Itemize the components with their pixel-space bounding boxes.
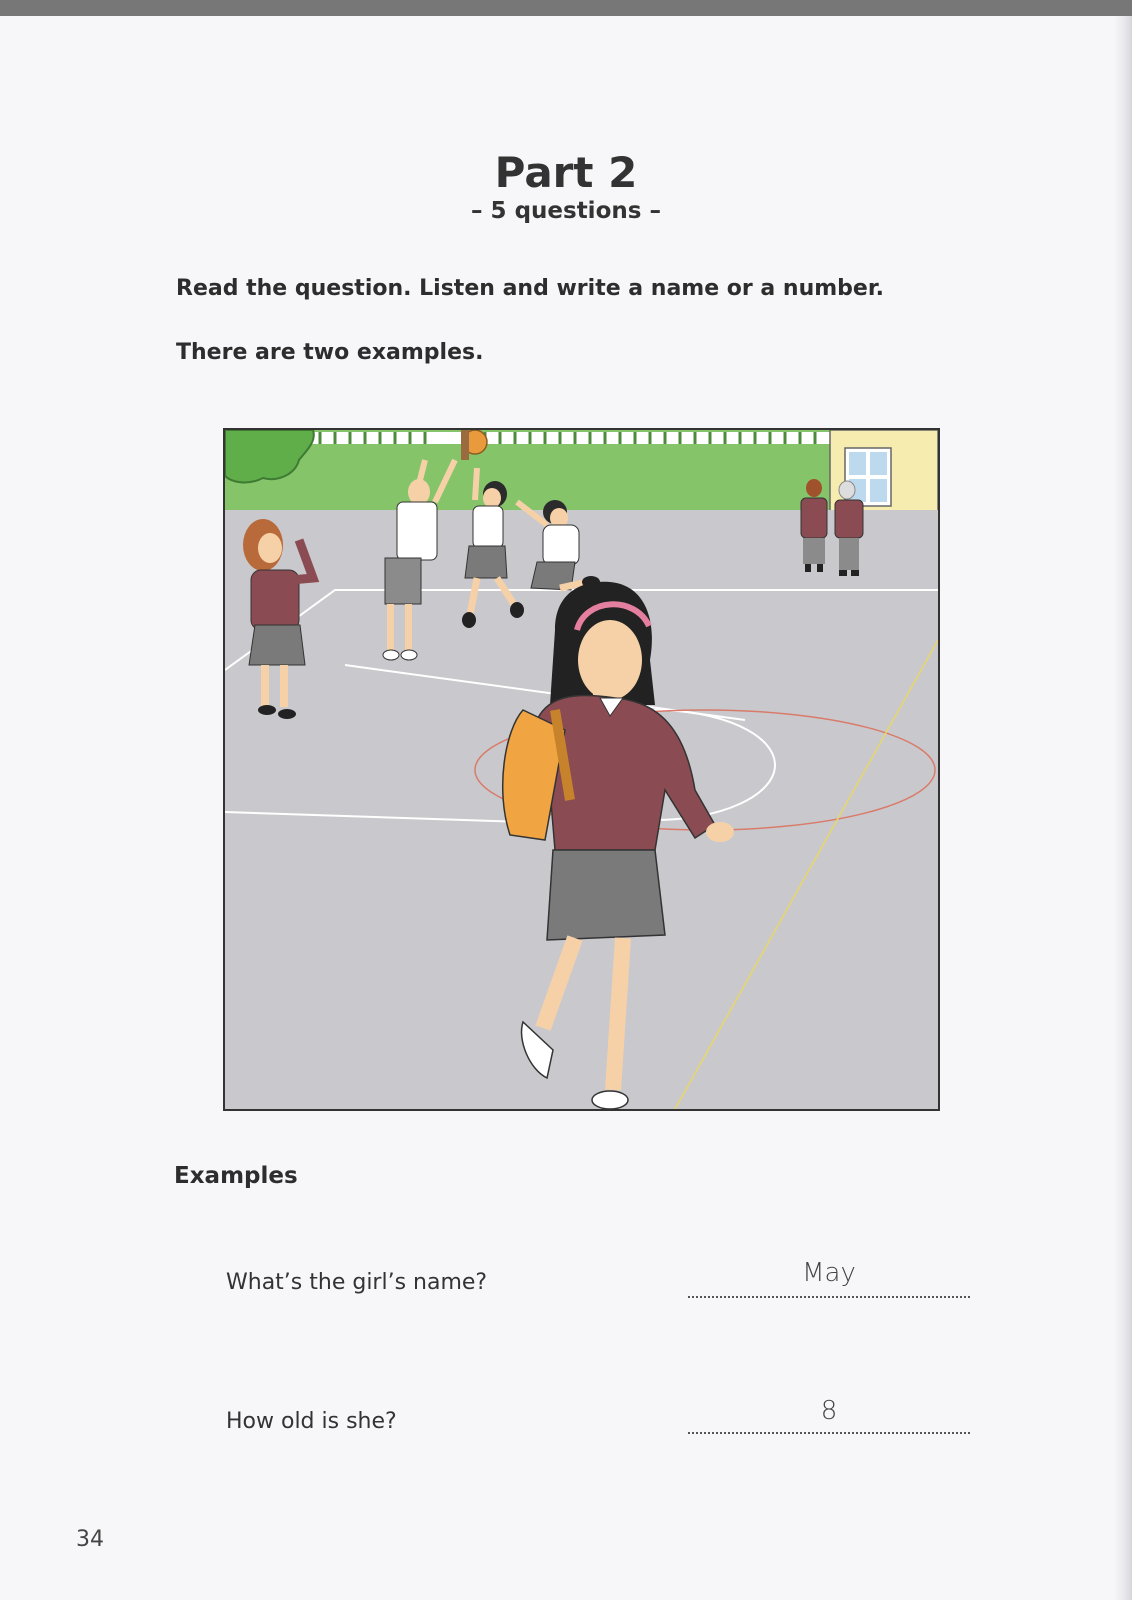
example-answer-1: May (802, 1258, 856, 1288)
answer-dotted-line-1[interactable] (688, 1296, 970, 1298)
net-post (461, 430, 469, 460)
examples-heading: Examples (174, 1163, 298, 1189)
scan-top-strip (0, 0, 1132, 16)
schoolyard-illustration (223, 428, 940, 1111)
main-girl-skirt (547, 850, 665, 940)
page-number: 34 (76, 1527, 104, 1552)
page-edge-shadow (1114, 16, 1132, 1600)
schoolyard-scene-icon (225, 430, 938, 1109)
example-question-1: What’s the girl’s name? (226, 1270, 488, 1295)
examples-note: There are two examples. (176, 340, 484, 365)
example-answer-2: 8 (820, 1396, 838, 1426)
part-title: Part 2 (494, 148, 638, 197)
example-question-2: How old is she? (226, 1409, 397, 1434)
answer-dotted-line-2[interactable] (688, 1432, 970, 1434)
instruction-text: Read the question. Listen and write a name or a number. (176, 276, 884, 301)
fence (310, 432, 830, 444)
part-subtitle: – 5 questions – (471, 198, 661, 224)
